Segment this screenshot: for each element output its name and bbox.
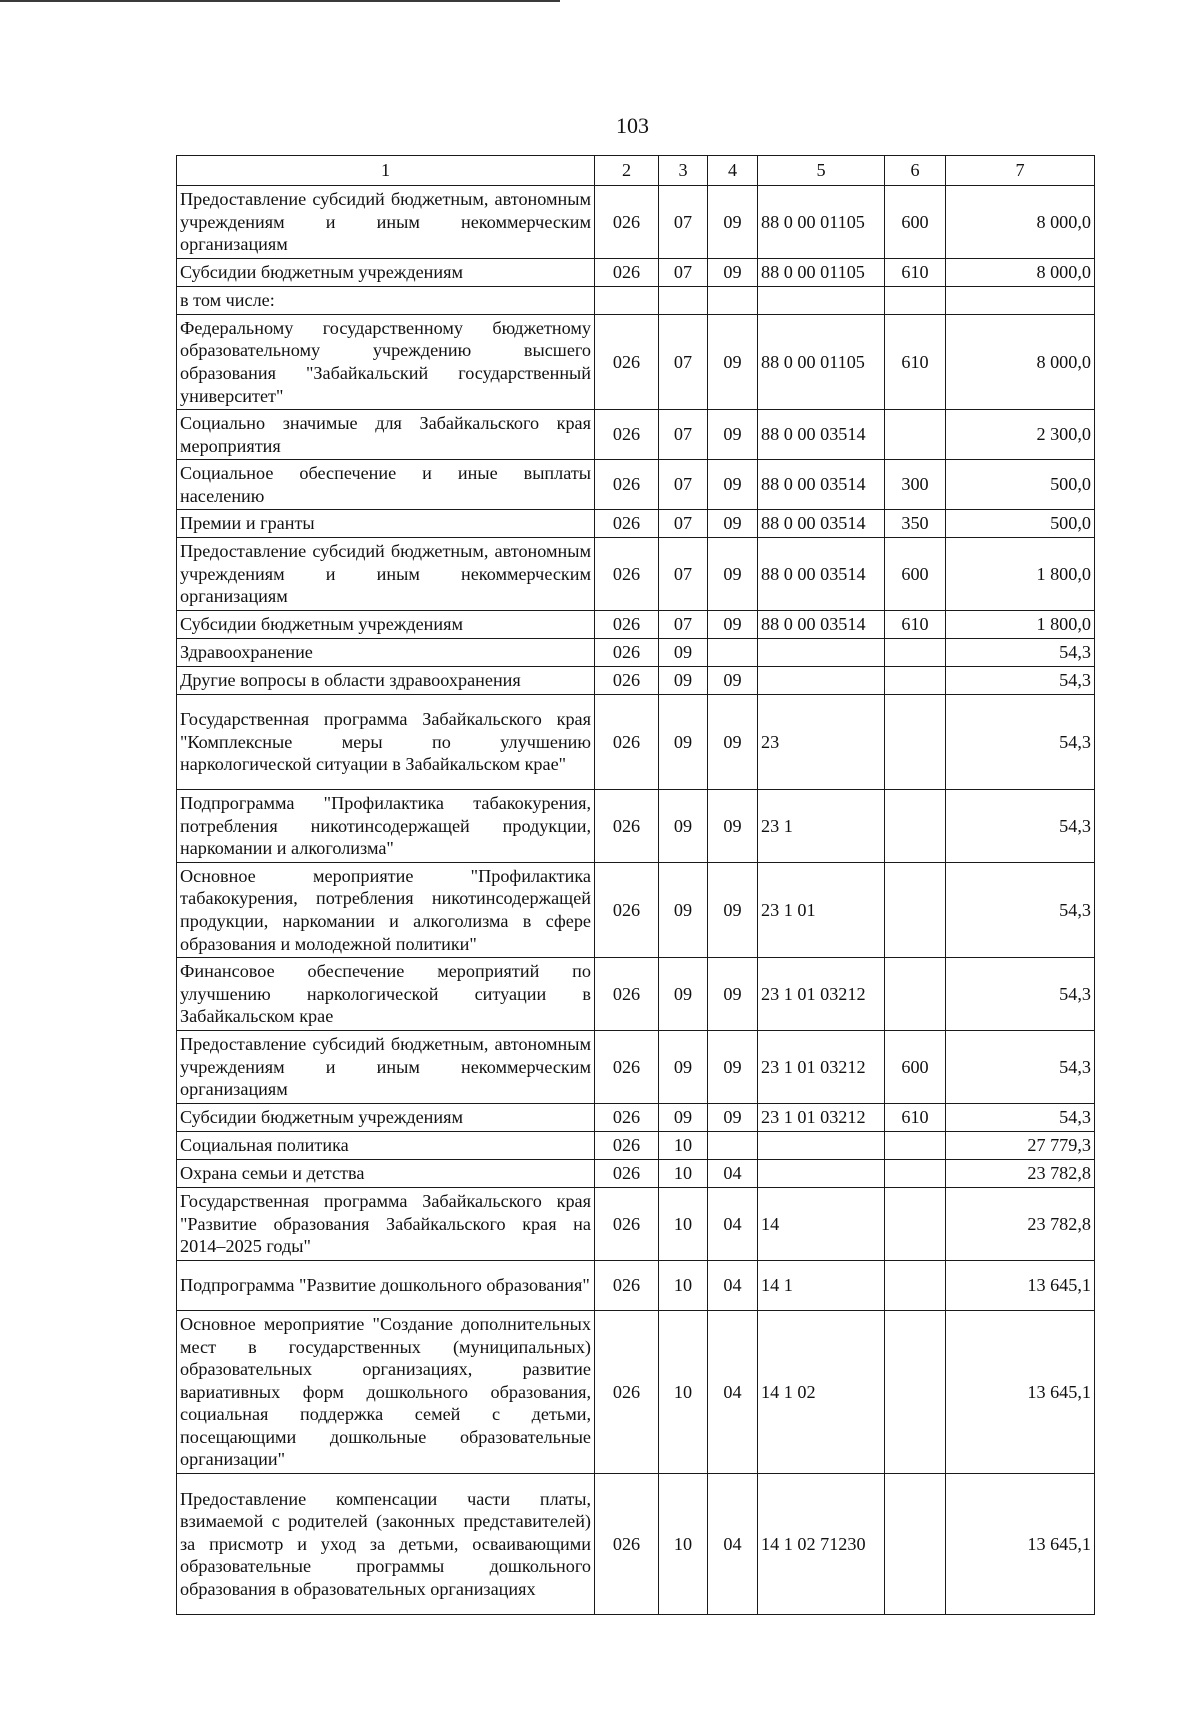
table-row [177,1261,1095,1311]
cell-expense-type: 610 [885,611,946,639]
cell-name: Здравоохранение [177,639,595,667]
cell-grbs: 026 [595,1474,659,1615]
cell-subsection: 09 [708,611,758,639]
cell-target-article: 14 1 02 [758,1311,885,1474]
cell-amount: 8 000,0 [946,259,1095,287]
table-row [177,1031,1095,1104]
table-row [177,510,1095,538]
cell-amount: 13 645,1 [946,1474,1095,1615]
cell-section: 07 [659,460,708,510]
cell-amount: 54,3 [946,1031,1095,1104]
cell-name: в том числе: [177,287,595,315]
cell-target-article [758,667,885,695]
cell-grbs: 026 [595,1132,659,1160]
cell-target-article: 88 0 00 01105 [758,186,885,259]
cell-expense-type [885,958,946,1031]
cell-grbs: 026 [595,790,659,863]
cell-amount: 23 782,8 [946,1188,1095,1261]
cell-expense-type: 600 [885,538,946,611]
cell-expense-type: 350 [885,510,946,538]
cell-grbs: 026 [595,510,659,538]
cell-target-article: 88 0 00 03514 [758,611,885,639]
cell-subsection: 04 [708,1188,758,1261]
cell-grbs: 026 [595,639,659,667]
cell-section: 07 [659,611,708,639]
cell-target-article [758,639,885,667]
cell-amount: 54,3 [946,790,1095,863]
cell-expense-type: 610 [885,315,946,410]
cell-target-article: 88 0 00 03514 [758,510,885,538]
table-row [177,460,1095,510]
table-row [177,667,1095,695]
cell-grbs: 026 [595,958,659,1031]
cell-section: 07 [659,510,708,538]
cell-section: 07 [659,315,708,410]
cell-target-article [758,1132,885,1160]
cell-subsection [708,639,758,667]
cell-target-article: 23 1 01 03212 [758,1104,885,1132]
cell-target-article: 88 0 00 01105 [758,315,885,410]
cell-grbs: 026 [595,1311,659,1474]
top-scan-rule [0,0,560,2]
table-row [177,958,1095,1031]
header-cell: 5 [758,156,885,186]
cell-grbs: 026 [595,538,659,611]
table-row [177,186,1095,259]
cell-target-article: 88 0 00 03514 [758,538,885,611]
cell-grbs: 026 [595,315,659,410]
cell-amount: 27 779,3 [946,1132,1095,1160]
cell-expense-type [885,667,946,695]
cell-section: 09 [659,863,708,958]
cell-name: Субсидии бюджетным учреждениям [177,259,595,287]
cell-grbs: 026 [595,259,659,287]
cell-section: 10 [659,1188,708,1261]
cell-name: Подпрограмма "Профилактика табакокурения, потребления никотинсодержащей продукции, наркомании и алкоголизма" [177,790,595,863]
cell-amount: 1 800,0 [946,538,1095,611]
cell-section: 07 [659,259,708,287]
cell-target-article: 88 0 00 01105 [758,259,885,287]
cell-target-article: 14 [758,1188,885,1261]
cell-grbs: 026 [595,667,659,695]
header-cell: 2 [595,156,659,186]
cell-name: Основное мероприятие "Профилактика табакокурения, потребления никотинсодержащей продукции, наркомании и алкоголизма в сфере образования и молодежной политики" [177,863,595,958]
cell-grbs: 026 [595,1160,659,1188]
cell-section: 09 [659,639,708,667]
cell-amount: 54,3 [946,667,1095,695]
cell-expense-type [885,1474,946,1615]
cell-amount: 8 000,0 [946,186,1095,259]
cell-grbs: 026 [595,1031,659,1104]
table-row [177,1132,1095,1160]
cell-name: Субсидии бюджетным учреждениям [177,1104,595,1132]
cell-name: Предоставление субсидий бюджетным, автономным учреждениям и иным некоммерческим организациям [177,538,595,611]
cell-name: Социально значимые для Забайкальского края мероприятия [177,410,595,460]
cell-grbs: 026 [595,611,659,639]
cell-target-article: 88 0 00 03514 [758,410,885,460]
cell-subsection: 09 [708,315,758,410]
cell-target-article: 23 1 01 [758,863,885,958]
cell-section: 09 [659,667,708,695]
cell-amount [946,287,1095,315]
cell-subsection: 09 [708,259,758,287]
cell-name: Социальное обеспечение и иные выплаты населению [177,460,595,510]
cell-expense-type [885,863,946,958]
table-row [177,1311,1095,1474]
cell-grbs: 026 [595,695,659,790]
cell-grbs: 026 [595,863,659,958]
cell-subsection: 09 [708,510,758,538]
cell-expense-type: 610 [885,259,946,287]
cell-name: Финансовое обеспечение мероприятий по улучшению наркологической ситуации в Забайкальском крае [177,958,595,1031]
cell-expense-type [885,790,946,863]
page-number: 103 [616,113,649,138]
cell-expense-type [885,287,946,315]
cell-expense-type [885,1160,946,1188]
cell-amount: 13 645,1 [946,1311,1095,1474]
table-row [177,639,1095,667]
cell-expense-type [885,410,946,460]
cell-subsection: 09 [708,410,758,460]
cell-name: Основное мероприятие "Создание дополнительных мест в государственных (муниципальных) образовательных организациях, развитие вариативных форм дошкольного образования, социальная поддержка семей с детьми, посещающими дошкольные образовательные организации" [177,1311,595,1474]
cell-grbs: 026 [595,460,659,510]
cell-target-article: 14 1 [758,1261,885,1311]
cell-grbs: 026 [595,410,659,460]
cell-subsection [708,287,758,315]
cell-expense-type [885,1188,946,1261]
cell-amount: 1 800,0 [946,611,1095,639]
cell-subsection: 04 [708,1261,758,1311]
cell-expense-type [885,1311,946,1474]
cell-expense-type [885,1261,946,1311]
table-row [177,1160,1095,1188]
cell-target-article: 23 1 [758,790,885,863]
cell-expense-type: 610 [885,1104,946,1132]
cell-name: Предоставление субсидий бюджетным, автономным учреждениям и иным некоммерческим организациям [177,1031,595,1104]
cell-subsection: 09 [708,695,758,790]
cell-target-article: 23 1 01 03212 [758,958,885,1031]
cell-expense-type [885,695,946,790]
header-cell: 4 [708,156,758,186]
cell-grbs: 026 [595,1188,659,1261]
table-header-row [177,156,1095,186]
cell-name: Премии и гранты [177,510,595,538]
cell-name: Подпрограмма "Развитие дошкольного образования" [177,1261,595,1311]
cell-name: Социальная политика [177,1132,595,1160]
cell-name: Государственная программа Забайкальского края "Развитие образования Забайкальского края на 2014–2025 годы" [177,1188,595,1261]
cell-subsection: 04 [708,1160,758,1188]
cell-amount: 500,0 [946,510,1095,538]
table-row [177,538,1095,611]
cell-amount: 54,3 [946,958,1095,1031]
header-cell: 1 [177,156,595,186]
cell-subsection: 04 [708,1474,758,1615]
cell-amount: 54,3 [946,863,1095,958]
cell-section: 07 [659,410,708,460]
cell-section: 07 [659,186,708,259]
cell-amount: 2 300,0 [946,410,1095,460]
cell-subsection [708,1132,758,1160]
cell-amount: 23 782,8 [946,1160,1095,1188]
cell-name: Федеральному государственному бюджетному образовательному учреждению высшего образования "Забайкальский государственный университет" [177,315,595,410]
cell-section: 10 [659,1311,708,1474]
table-row [177,790,1095,863]
cell-target-article: 23 1 01 03212 [758,1031,885,1104]
cell-section: 09 [659,1104,708,1132]
table-row [177,863,1095,958]
cell-expense-type: 300 [885,460,946,510]
cell-grbs: 026 [595,1104,659,1132]
cell-name: Предоставление субсидий бюджетным, автономным учреждениям и иным некоммерческим организациям [177,186,595,259]
table-row [177,315,1095,410]
cell-expense-type [885,1132,946,1160]
cell-target-article [758,1160,885,1188]
cell-section: 09 [659,695,708,790]
cell-subsection: 09 [708,1031,758,1104]
cell-amount: 54,3 [946,1104,1095,1132]
cell-section: 09 [659,958,708,1031]
cell-section: 07 [659,538,708,611]
cell-subsection: 09 [708,958,758,1031]
cell-section: 09 [659,1031,708,1104]
cell-section: 10 [659,1160,708,1188]
cell-expense-type: 600 [885,1031,946,1104]
cell-section [659,287,708,315]
cell-grbs: 026 [595,1261,659,1311]
cell-section: 10 [659,1474,708,1615]
cell-amount: 54,3 [946,695,1095,790]
budget-table [176,155,1095,1615]
table-row [177,695,1095,790]
table-row [177,410,1095,460]
cell-subsection: 09 [708,538,758,611]
cell-target-article [758,287,885,315]
table-row [177,1474,1095,1615]
cell-name: Предоставление компенсации части платы, взимаемой с родителей (законных представителей) за присмотр и уход за детьми, осваивающими образовательные программы дошкольного образования в образовательных организациях [177,1474,595,1615]
table-row [177,611,1095,639]
cell-expense-type [885,639,946,667]
cell-amount: 500,0 [946,460,1095,510]
cell-target-article: 23 [758,695,885,790]
header-cell: 6 [885,156,946,186]
cell-name: Государственная программа Забайкальского края "Комплексные меры по улучшению наркологической ситуации в Забайкальском крае" [177,695,595,790]
cell-amount: 8 000,0 [946,315,1095,410]
cell-section: 09 [659,790,708,863]
cell-subsection: 09 [708,460,758,510]
table-row [177,1104,1095,1132]
cell-amount: 54,3 [946,639,1095,667]
cell-subsection: 09 [708,667,758,695]
cell-amount: 13 645,1 [946,1261,1095,1311]
cell-target-article: 14 1 02 71230 [758,1474,885,1615]
table-row [177,259,1095,287]
cell-subsection: 09 [708,1104,758,1132]
header-cell: 7 [946,156,1095,186]
cell-subsection: 04 [708,1311,758,1474]
cell-target-article: 88 0 00 03514 [758,460,885,510]
cell-name: Охрана семьи и детства [177,1160,595,1188]
cell-subsection: 09 [708,186,758,259]
header-cell: 3 [659,156,708,186]
cell-subsection: 09 [708,790,758,863]
table-row [177,1188,1095,1261]
cell-expense-type: 600 [885,186,946,259]
cell-grbs [595,287,659,315]
cell-name: Субсидии бюджетным учреждениям [177,611,595,639]
cell-section: 10 [659,1132,708,1160]
cell-name: Другие вопросы в области здравоохранения [177,667,595,695]
cell-section: 10 [659,1261,708,1311]
table-row [177,287,1095,315]
cell-grbs: 026 [595,186,659,259]
cell-subsection: 09 [708,863,758,958]
